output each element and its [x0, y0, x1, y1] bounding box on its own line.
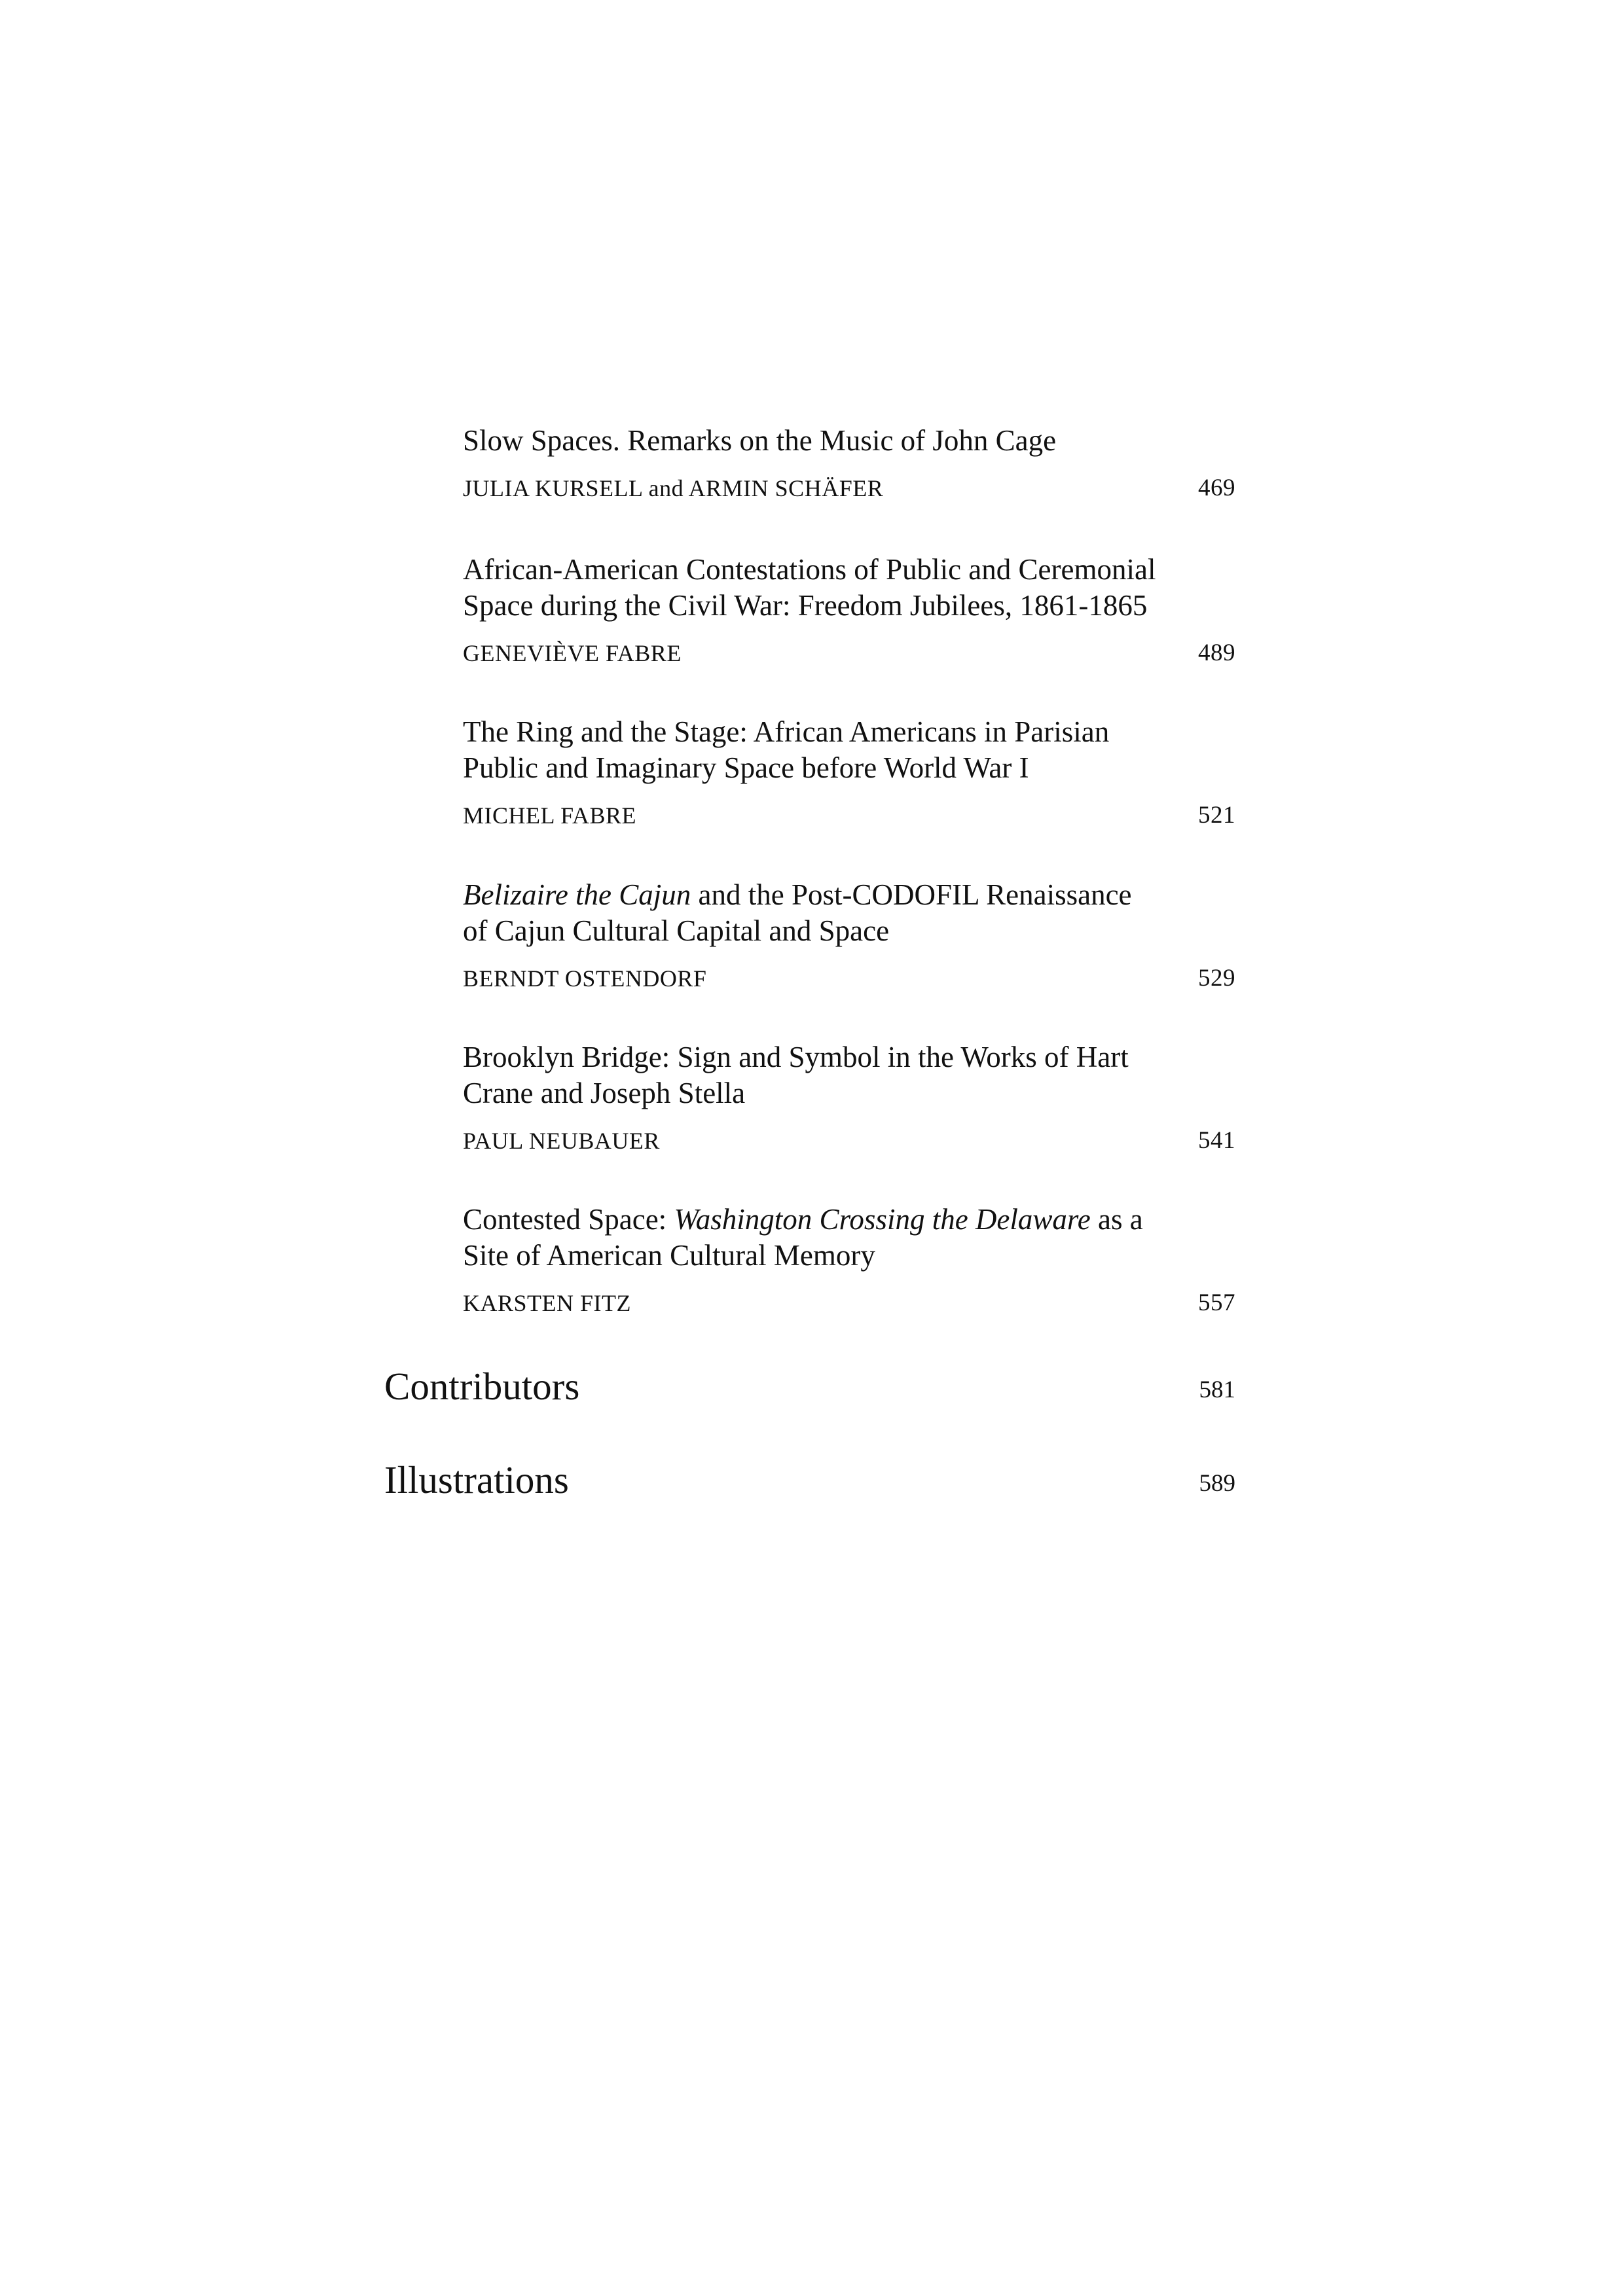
entry-author: PAUL NEUBAUER: [463, 1128, 660, 1154]
section-title: Contributors: [384, 1365, 580, 1408]
entry-page-number: 557: [1198, 1289, 1235, 1316]
entry-byline: [463, 637, 1235, 670]
entry-page-number: 529: [1198, 965, 1235, 992]
section-title: Illustrations: [384, 1458, 569, 1501]
toc-entry: [463, 1202, 1235, 1319]
entry-title-line-1: The Ring and the Stage: African Americans in Parisian: [463, 715, 1110, 748]
entry-title-line-2: Public and Imaginary Space before World War I: [463, 751, 1029, 784]
entry-page-number: 541: [1198, 1127, 1235, 1154]
entry-byline: [463, 1287, 1235, 1319]
entry-byline: [463, 799, 1235, 832]
toc-entry: [463, 423, 1235, 505]
entry-page-number: 521: [1198, 802, 1235, 829]
section-page-number: 581: [1199, 1376, 1235, 1403]
entry-title-line-2: of Cajun Cultural Capital and Space: [463, 914, 890, 947]
entry-title-line-1: African-American Contestations of Public and Ceremonial: [463, 553, 1156, 586]
entry-page-number: 489: [1198, 639, 1235, 666]
entry-title-italic: Washington Crossing the Delaware: [674, 1203, 1091, 1236]
entry-author: JULIA KURSELL and ARMIN SCHÄFER: [463, 475, 884, 501]
toc-section-contributors: [384, 1360, 1235, 1412]
entry-title: [463, 714, 1196, 786]
entry-title-line-1: Brooklyn Bridge: Sign and Symbol in the Works of Hart: [463, 1041, 1129, 1073]
entry-title: [463, 877, 1196, 949]
entry-title-italic: Belizaire the Cajun: [463, 878, 691, 911]
entry-byline: [463, 472, 1235, 505]
entry-title-line-2: Space during the Civil War: Freedom Jubilees, 1861-1865: [463, 589, 1148, 622]
entry-title: [463, 1039, 1196, 1111]
entry-title-text: Slow Spaces. Remarks on the Music of John Cage: [463, 424, 1057, 457]
entry-byline: [463, 1124, 1235, 1157]
entry-author: MICHEL FABRE: [463, 802, 637, 829]
entry-title-rest: and the Post-CODOFIL Renaissance: [691, 878, 1132, 911]
entry-title-line-2: Site of American Cultural Memory: [463, 1239, 875, 1272]
entry-byline: [463, 962, 1235, 995]
entry-title: [463, 423, 1196, 459]
entry-author: KARSTEN FITZ: [463, 1290, 631, 1316]
entry-title: [463, 1202, 1196, 1274]
entry-title: [463, 552, 1196, 624]
entry-title-line-2: Crane and Joseph Stella: [463, 1077, 746, 1109]
toc-section-illustrations: [384, 1454, 1235, 1506]
toc-entry: [463, 552, 1235, 670]
section-page-number: 589: [1199, 1470, 1235, 1497]
entry-page-number: 469: [1198, 475, 1235, 501]
toc-entry: [463, 877, 1235, 995]
toc-entry: [463, 714, 1235, 832]
entry-title-post: as a: [1090, 1203, 1143, 1236]
entry-title-pre: Contested Space:: [463, 1203, 674, 1236]
entry-author: BERNDT OSTENDORF: [463, 965, 707, 992]
toc-entry: [463, 1039, 1235, 1157]
entry-author: GENEVIÈVE FABRE: [463, 640, 682, 666]
